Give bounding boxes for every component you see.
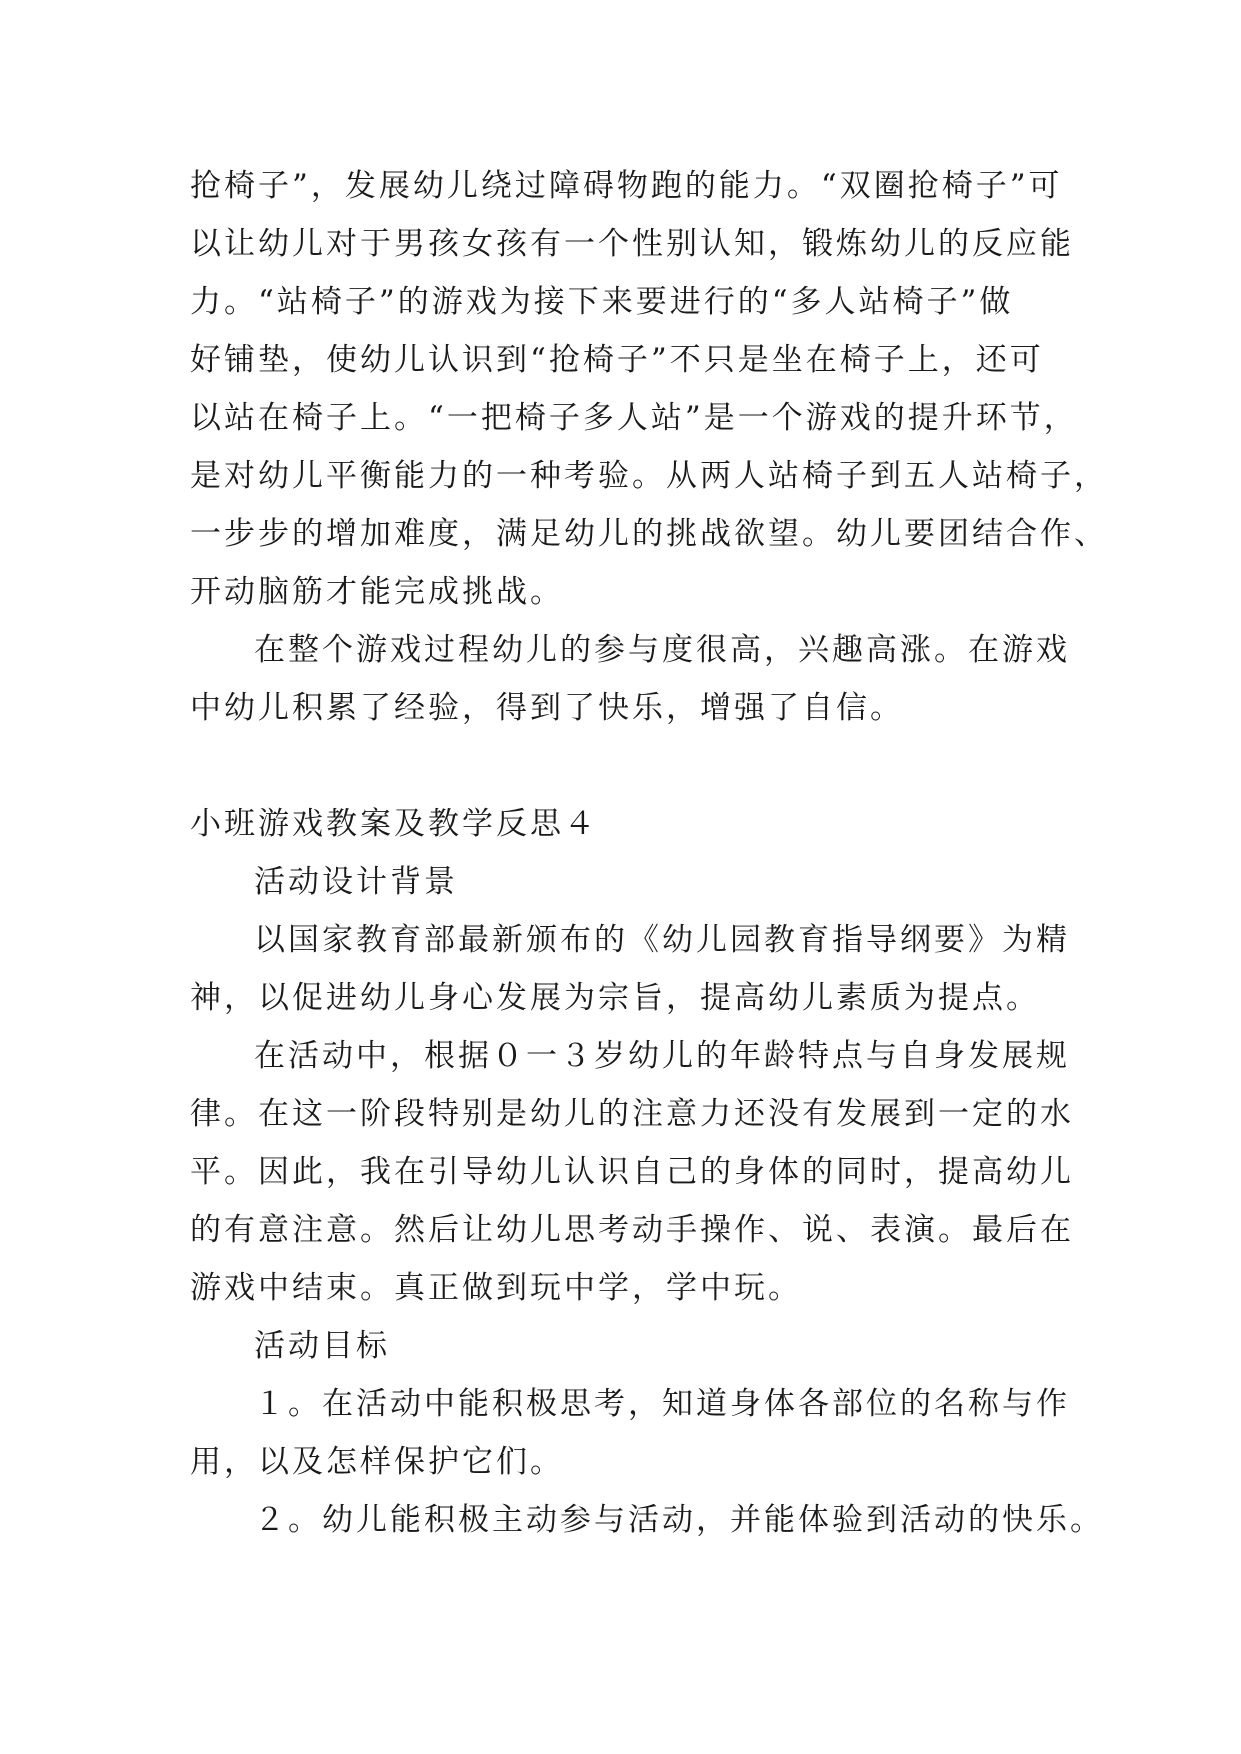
section-title: 小班游戏教案及教学反思４ [190,806,598,842]
text-line: 用，以及怎样保护它们。 [190,1444,564,1480]
text-line: 律。在这一阶段特别是幼儿的注意力还没有发展到一定的水 [190,1096,1074,1132]
text-line: 神，以促进幼儿身心发展为宗旨，提高幼儿素质为提点。 [190,980,1040,1016]
text-line: 游戏中结束。真正做到玩中学，学中玩。 [190,1270,802,1306]
list-item: ２。幼儿能积极主动参与活动，并能体验到活动的快乐。 [254,1502,1104,1538]
text-line: 平。因此，我在引导幼儿认识自己的身体的同时，提高幼儿 [190,1154,1074,1190]
text-line: 以站在椅子上。“一把椅子多人站”是一个游戏的提升环节， [190,400,1078,436]
text-line: 好铺垫，使幼儿认识到“抢椅子”不只是坐在椅子上，还可 [190,342,1044,378]
text-line: 是对幼儿平衡能力的一种考验。从两人站椅子到五人站椅子， [190,458,1108,494]
subheading: 活动目标 [254,1328,390,1364]
subheading: 活动设计背景 [254,864,458,900]
text-line: 的有意注意。然后让幼儿思考动手操作、说、表演。最后在 [190,1212,1074,1248]
text-line: 一步步的增加难度，满足幼儿的挑战欲望。幼儿要团结合作、 [190,516,1108,552]
text-line: 以让幼儿对于男孩女孩有一个性别认知，锻炼幼儿的反应能 [190,226,1074,262]
text-line: 开动脑筋才能完成挑战。 [190,574,564,610]
text-line: 中幼儿积累了经验，得到了快乐，增强了自信。 [190,690,904,726]
paragraph-start: 在活动中，根据０一３岁幼儿的年龄特点与自身发展规 [254,1038,1070,1074]
text-line: 抢椅子”，发展幼儿绕过障碍物跑的能力。“双圈抢椅子”可 [190,168,1063,204]
list-item: １。在活动中能积极思考，知道身体各部位的名称与作 [254,1386,1070,1422]
paragraph-start: 以国家教育部最新颁布的《幼儿园教育指导纲要》为精 [254,922,1070,958]
text-line: 力。“站椅子”的游戏为接下来要进行的“多人站椅子”做 [190,284,1014,320]
paragraph-start: 在整个游戏过程幼儿的参与度很高，兴趣高涨。在游戏 [254,632,1070,668]
